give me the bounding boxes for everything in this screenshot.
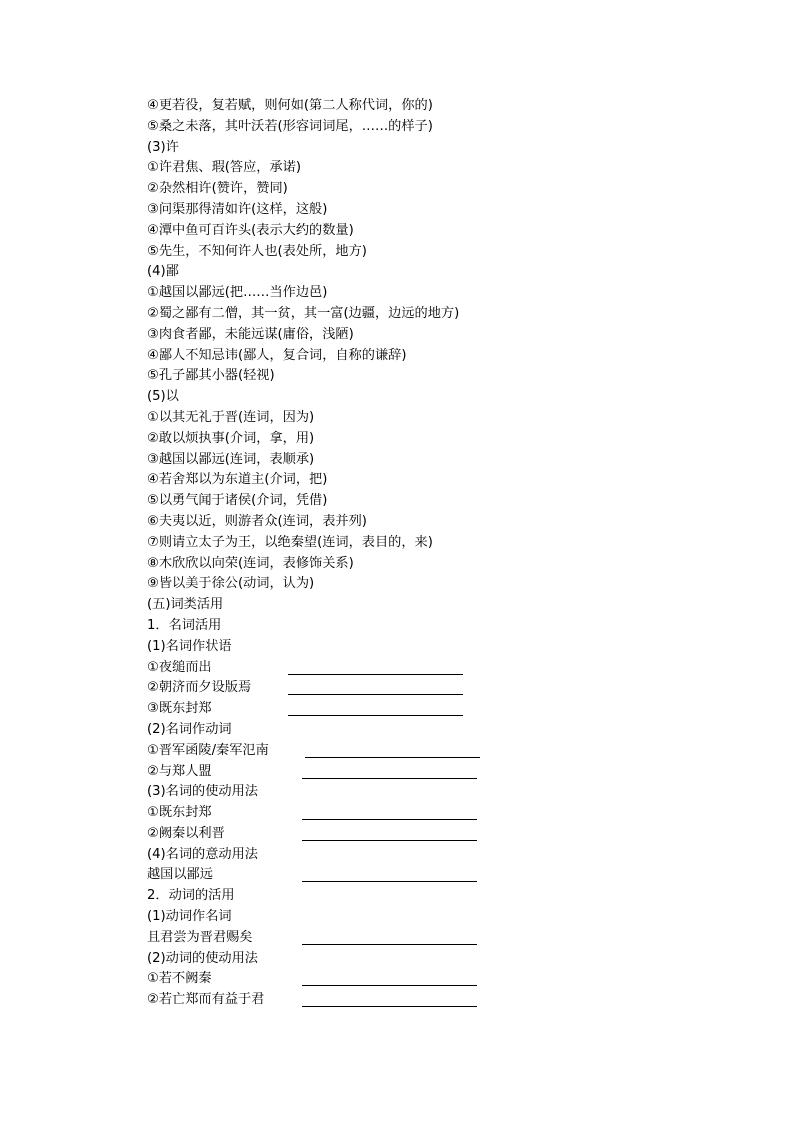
text-line: [147, 304, 707, 325]
line-text: ④更若役，复若赋，则何如(第二人称代词，你的): [147, 98, 433, 113]
line-text: ⑤以勇气闻于诸侯(介词，凭借): [147, 493, 328, 509]
text-line: [147, 533, 707, 554]
answer-blank[interactable]: [288, 674, 463, 675]
line-text: (3)许: [147, 139, 179, 155]
line-text: ③既东封郑: [147, 701, 212, 717]
text-line: [147, 117, 707, 138]
fill-in-line: [147, 803, 707, 824]
line-text: ④鄙人不知忌讳(鄙人，复合词，自称的谦辞): [147, 347, 407, 363]
line-text: ②若亡郑而有益于君: [147, 992, 265, 1008]
answer-blank[interactable]: [288, 694, 463, 695]
line-text: ⑦则请立太子为王，以绝秦望(连词，表目的，来): [147, 534, 433, 550]
fill-in-line: [147, 990, 707, 1011]
fill-in-line: [147, 928, 707, 949]
text-line: [147, 450, 707, 471]
text-line: [147, 200, 707, 221]
line-text: ④若舍郑以为东道主(介词，把): [147, 472, 328, 488]
line-text: ⑤先生，不知何许人也(表处所，地方): [147, 243, 367, 259]
line-text: (5)以: [147, 389, 179, 405]
text-line: [147, 138, 707, 159]
line-text: ③肉食者鄙，未能远谋(庸俗，浅陋): [147, 326, 354, 342]
text-line: [147, 574, 707, 595]
fill-in-line: [147, 658, 707, 679]
line-text: ①许君焦、瑕(答应，承诺): [147, 160, 301, 176]
text-line: [147, 616, 707, 637]
text-line: [147, 366, 707, 387]
text-line: [147, 512, 707, 533]
line-text: ②与郑人盟: [147, 763, 212, 779]
line-text: ②蜀之鄙有二僧，其一贫，其一富(边疆，边远的地方): [147, 305, 460, 321]
line-text: (4)名词的意动用法: [147, 846, 258, 862]
fill-in-line: [147, 741, 707, 762]
answer-blank[interactable]: [302, 881, 477, 882]
line-text: (2)动词的使动用法: [147, 950, 258, 966]
text-line: [147, 242, 707, 263]
text-line: [147, 387, 707, 408]
text-line: [147, 221, 707, 242]
text-line: [147, 907, 707, 928]
text-line: [147, 554, 707, 575]
fill-in-line: [147, 865, 707, 886]
text-line: [147, 595, 707, 616]
line-text: ②朝济而夕设版焉: [147, 680, 252, 696]
fill-in-line: [147, 678, 707, 699]
text-line: [147, 491, 707, 512]
line-text: 2．动词的活用: [147, 888, 235, 904]
document-page: [147, 96, 707, 1011]
text-line: [147, 470, 707, 491]
line-text: 1．名词活用: [147, 617, 222, 633]
answer-blank[interactable]: [302, 944, 477, 945]
line-text: (4)鄙: [147, 264, 179, 280]
line-text: ①晋军函陵/秦军氾南: [147, 742, 269, 758]
text-line: [147, 720, 707, 741]
line-text: (五)词类活用: [147, 597, 224, 613]
line-text: ②敢以烦执事(介词，拿，用): [147, 430, 315, 446]
answer-blank[interactable]: [302, 819, 477, 820]
text-line: [147, 949, 707, 970]
line-text: ①既东封郑: [147, 805, 212, 821]
text-line: [147, 158, 707, 179]
answer-blank[interactable]: [302, 840, 477, 841]
line-text: ⑨皆以美于徐公(动词，认为): [147, 576, 315, 592]
fill-in-line: [147, 699, 707, 720]
answer-blank[interactable]: [288, 715, 463, 716]
text-line: [147, 325, 707, 346]
fill-in-line: [147, 762, 707, 783]
line-text: 越国以鄙远: [147, 867, 213, 883]
answer-blank[interactable]: [302, 1006, 477, 1007]
text-line: [147, 96, 707, 117]
line-text: ⑧木欣欣以向荣(连词，表修饰关系): [147, 555, 354, 571]
text-line: [147, 886, 707, 907]
line-text: (3)名词的使动用法: [147, 784, 258, 800]
text-line: [147, 429, 707, 450]
line-text: ②杂然相许(赞许，赞同): [147, 181, 288, 197]
line-text: ⑤桑之未落，其叶沃若(形容词词尾，……的样子): [147, 118, 433, 134]
line-text: ①若不阙秦: [147, 971, 212, 987]
text-line: [147, 637, 707, 658]
line-text: (2)名词作动词: [147, 721, 232, 737]
fill-in-line: [147, 824, 707, 845]
line-text: ④潭中鱼可百许头(表示大约的数量): [147, 222, 354, 238]
answer-blank[interactable]: [302, 985, 477, 986]
line-text: ③越国以鄙远(连词，表顺承): [147, 451, 315, 467]
text-line: [147, 283, 707, 304]
line-text: ③问渠那得清如许(这样，这般): [147, 201, 328, 217]
line-text: ⑥夫夷以近，则游者众(连词，表并列): [147, 513, 367, 529]
line-text: 且君尝为晋君赐矣: [147, 929, 253, 945]
line-text: (1)名词作状语: [147, 638, 232, 654]
line-text: ①夜缒而出: [147, 659, 212, 675]
line-text: ①越国以鄙远(把……当作边邑): [147, 285, 328, 301]
line-text: ①以其无礼于晋(连词，因为): [147, 409, 315, 425]
text-line: [147, 408, 707, 429]
answer-blank[interactable]: [305, 757, 480, 758]
fill-in-line: [147, 969, 707, 990]
text-line: [147, 179, 707, 200]
answer-blank[interactable]: [302, 778, 477, 779]
text-line: [147, 782, 707, 803]
text-line: [147, 845, 707, 866]
text-line: [147, 262, 707, 283]
line-text: (1)动词作名词: [147, 909, 232, 925]
line-text: ②阙秦以利晋: [147, 825, 225, 841]
line-text: ⑤孔子鄙其小器(轻视): [147, 368, 275, 384]
text-line: [147, 346, 707, 367]
